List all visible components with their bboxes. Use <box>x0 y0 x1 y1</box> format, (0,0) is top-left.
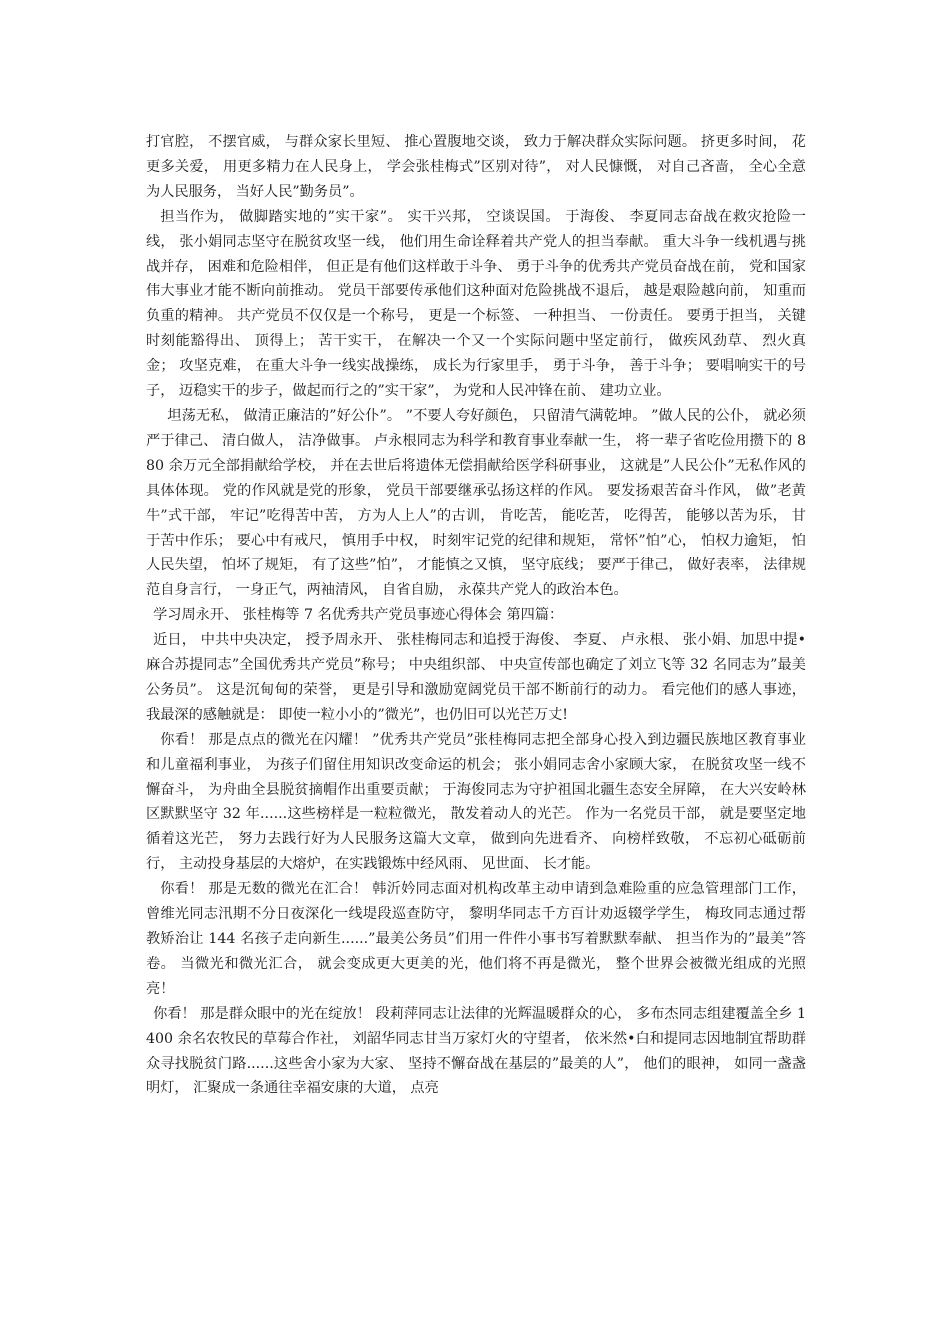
section-heading: 学习周永开、 张桂梅等 7 名优秀共产党员事迹心得体会 第四篇： <box>153 607 564 624</box>
document-body <box>146 130 806 1101</box>
paragraph-3: 坦荡无私， 做清正廉洁的”好公仆”。 ”不要人夸好颜色， 只留清气满乾坤。 ”做人民的公仆， 就必须严于律己、 清白做人， 洁净做事。 卢永根同志为科学和教育事业奉献一生， 将一辈子省吃俭用攒下的 880 余万元全部捐献给学校， 并在去世后将遗体无偿捐献给医学科研事业， 这就是”人民公仆”无私作风的具体体现。 党的作风就是党的形象， 党员干部要继承弘扬这样的作风。 要发扬艰苦奋斗作风， 做”老黄牛”式干部， 牢记”吃得苦中苦， 方为人上人”的古训， 肯吃苦， 能吃苦， 吃得苦， 能够以苦为乐， 甘于苦中作乐； 要心中有戒尺， 慎用手中权， 时刻牢记党的纪律和规矩， 常怀”怕”心， 怕权力逾矩， 怕人民失望， 怕坏了规矩， 有了这些”怕”， 才能慎之又慎， 坚守底线； 要严于律己， 做好表率， 法律规范自身言行， 一身正气，两袖清风， 自省自励， 永葆共产党人的政治本色。 <box>146 407 806 599</box>
paragraph-7: 你看！ 那是群众眼中的光在绽放！ 段莉萍同志让法律的光辉温暖群众的心， 多布杰同志组建覆盖全乡 1400 余名农牧民的草莓合作社， 刘韶华同志甘当万家灯火的守望者， 依米然•白和提同志因地制宜帮助群众寻找脱贫门路......这些舍小家为大家、 坚持不懈奋战在基层的”最美的人”， 他们的眼神， 如同一盏盏明灯， 汇聚成一条通往幸福安康的大道， 点亮 <box>146 1005 806 1097</box>
paragraph-5: 你看！ 那是点点的微光在闪耀！ ”优秀共产党员”张桂梅同志把全部身心投入到边疆民族地区教育事业和儿童福利事业， 为孩子们留住用知识改变命运的机会； 张小娟同志舍小家顾大家， 在脱贫攻坚一线不懈奋斗， 为舟曲全县脱贫摘帽作出重要贡献； 于海俊同志为守护祖国北疆生态安全屏障， 在大兴安岭林区默默坚守 32 年......这些榜样是一粒粒微光， 散发着动人的光芒。 作为一名党员干部， 就是要坚定地循着这光芒， 努力去践行好为人民服务这篇大文章， 做到向先进看齐、 向榜样致敬， 不忘初心砥砺前行， 主动投身基层的大熔炉，在实践锻炼中经风雨、 见世面、 长才能。 <box>146 731 806 873</box>
paragraph-4: 近日， 中共中央决定， 授予周永开、 张桂梅同志和追授于海俊、 李夏、 卢永根、 张小娟、加思中提•麻合苏提同志”全国优秀共产党员”称号； 中央组织部、 中央宣传部也确定了刘立飞等 32 名同志为”最美公务员”。 这是沉甸甸的荣誉， 更是引导和激励宽阔党员干部不断前行的动力。 看完他们的感人事迹， 我最深的感触就是： 即使一粒小小的”微光”，也仍旧可以光芒万丈! <box>146 632 806 723</box>
paragraph-2: 担当作为， 做脚踏实地的”实干家”。 实干兴邦， 空谈误国。 于海俊、 李夏同志奋战在救灾抢险一线， 张小娟同志坚守在脱贫攻坚一线， 他们用生命诠释着共产党人的担当奉献。 重大斗争一线机遇与挑战并存， 困难和危险相伴， 但正是有他们这样敢于斗争、 勇于斗争的优秀共产党员奋战在前， 党和国家伟大事业才能不断向前推动。 党员干部要传承他们这种面对危险挑战不退后， 越是艰险越向前， 知重而负重的精神。 共产党员不仅仅是一个称号， 更是一个标签、 一种担当、 一份责任。 要勇于担当， 关键时刻能豁得出、 顶得上； 苦干实干， 在解决一个又一个实际问题中坚定前行， 做疾风劲草、 烈火真金； 攻坚克难， 在重大斗争一线实战操练， 成长为行家里手， 勇于斗争， 善于斗争； 要唱响实干的号子， 迈稳实干的步子，做起而行之的”实干家”， 为党和人民冲锋在前、 建功立业。 <box>146 208 806 400</box>
paragraph-6: 你看！ 那是无数的微光在汇合！ 韩沂妗同志面对机构改革主动申请到急难险重的应急管理部门工作， 曾维光同志汛期不分日夜深化一线堤段巡查防守， 黎明华同志千方百计劝返辍学学生， 梅玫同志通过帮教矫治让 144 名孩子走向新生......”最美公务员”们用一件件小事书写着默默奉献、 担当作为的”最美”答卷。 当微光和微光汇合， 就会变成更大更美的光，他们将不再是微光， 整个世界会被微光组成的光照亮！ <box>146 881 806 997</box>
paragraph-1: 打官腔， 不摆官威， 与群众家长里短、 推心置腹地交谈， 致力于解决群众实际问题。 挤更多时间， 花更多关爱， 用更多精力在人民身上， 学会张桂梅式”区别对待”， 对人民慷慨， 对自己吝啬， 全心全意为人民服务， 当好人民”勤务员”。 <box>146 134 806 200</box>
